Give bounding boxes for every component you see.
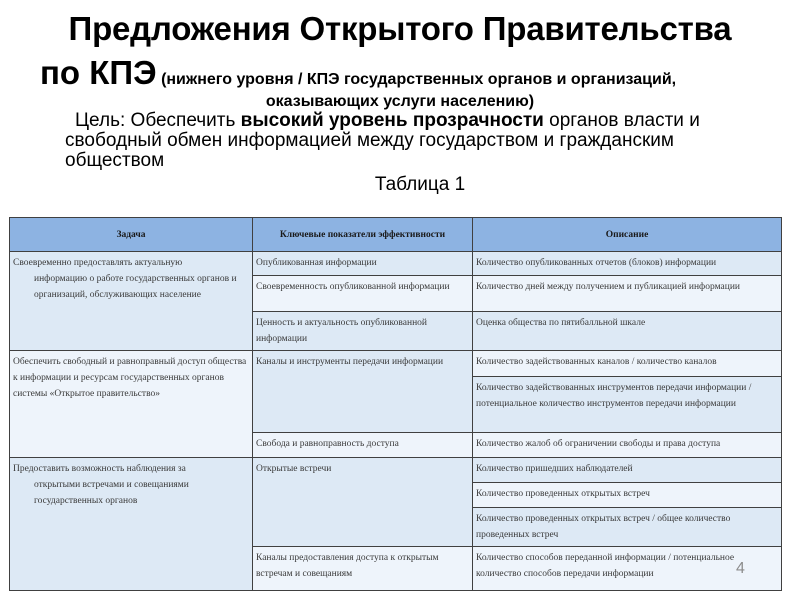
- kpi-cell: Свобода и равноправность доступа: [253, 433, 473, 458]
- goal-suffix: органов власти и свободный обмен информацией между государством и гражданским обществом: [65, 110, 700, 171]
- kpi-cell: Ценность и актуальность опубликованной информации: [253, 312, 473, 351]
- task-text-rest: открытыми встречами и совещаниями государственных органов: [34, 480, 189, 506]
- goal-text: [65, 111, 765, 171]
- table-header-row: [10, 218, 782, 252]
- description-cell: Количество жалоб об ограничении свободы и права доступа: [473, 433, 782, 458]
- slide-title: Предложения Открытого Правительства: [68, 10, 732, 47]
- description-cell: Количество способов переданной информации / потенциальное количество способов передачи информации: [473, 547, 782, 591]
- description-cell: Оценка общества по пятибалльной шкале: [473, 312, 782, 351]
- header-kpi: Ключевые показатели эффективности: [253, 218, 473, 252]
- header-description: Описание: [473, 218, 782, 252]
- kpi-cell: Каналы и инструменты передачи информации: [253, 351, 473, 433]
- description-cell: Количество проведенных открытых встреч / общее количество проведенных встреч: [473, 508, 782, 547]
- goal-bold: высокий уровень прозрачности: [240, 110, 544, 131]
- task-text-rest: информацию о работе государственных органов и организаций, обслуживающих население: [34, 274, 237, 300]
- task-cell: [10, 458, 253, 591]
- table-row: [10, 252, 782, 276]
- goal-prefix: Цель: Обеспечить: [75, 110, 241, 131]
- kpi-cell: Своевременность опубликованной информации: [253, 276, 473, 312]
- kpi-table: [9, 217, 782, 591]
- title-subtitle: (нижнего уровня / КПЭ государственных органов и организаций,: [161, 71, 677, 88]
- task-text-first: Предоставить возможность наблюдения за: [13, 464, 186, 474]
- description-cell: Количество опубликованных отчетов (блоков) информации: [473, 252, 782, 276]
- title-subtitle-cont: оказывающих услуги населению): [265, 93, 535, 110]
- description-cell: Количество пришедших наблюдателей: [473, 458, 782, 483]
- task-cell: [10, 252, 253, 351]
- task-cell: [10, 351, 253, 458]
- description-cell: Количество дней между получением и публикацией информации: [473, 276, 782, 312]
- page-number: 4: [736, 560, 745, 577]
- table-row: [10, 351, 782, 377]
- task-text-first: Своевременно предоставлять актуальную: [13, 258, 183, 268]
- kpi-cell: Каналы предоставления доступа к открытым встречам и совещаниям: [253, 547, 473, 591]
- description-cell: Количество задействованных каналов / количество каналов: [473, 351, 782, 377]
- task-text-rest: общества к информации и ресурсам государственных органов системы «Открытое правительство»: [13, 357, 247, 399]
- title-kpe: по КПЭ: [40, 54, 157, 91]
- table-caption: Таблица 1: [374, 174, 466, 195]
- kpi-cell: Опубликованная информации: [253, 252, 473, 276]
- description-cell: Количество проведенных открытых встреч: [473, 483, 782, 508]
- description-cell: Количество задействованных инструментов передачи информации / потенциальное количество инструментов передачи информации: [473, 377, 782, 433]
- table-row: [10, 458, 782, 483]
- task-text-first: Обеспечить свободный и равноправный доступ: [13, 357, 206, 367]
- header-task: Задача: [10, 218, 253, 252]
- kpi-cell: Открытые встречи: [253, 458, 473, 547]
